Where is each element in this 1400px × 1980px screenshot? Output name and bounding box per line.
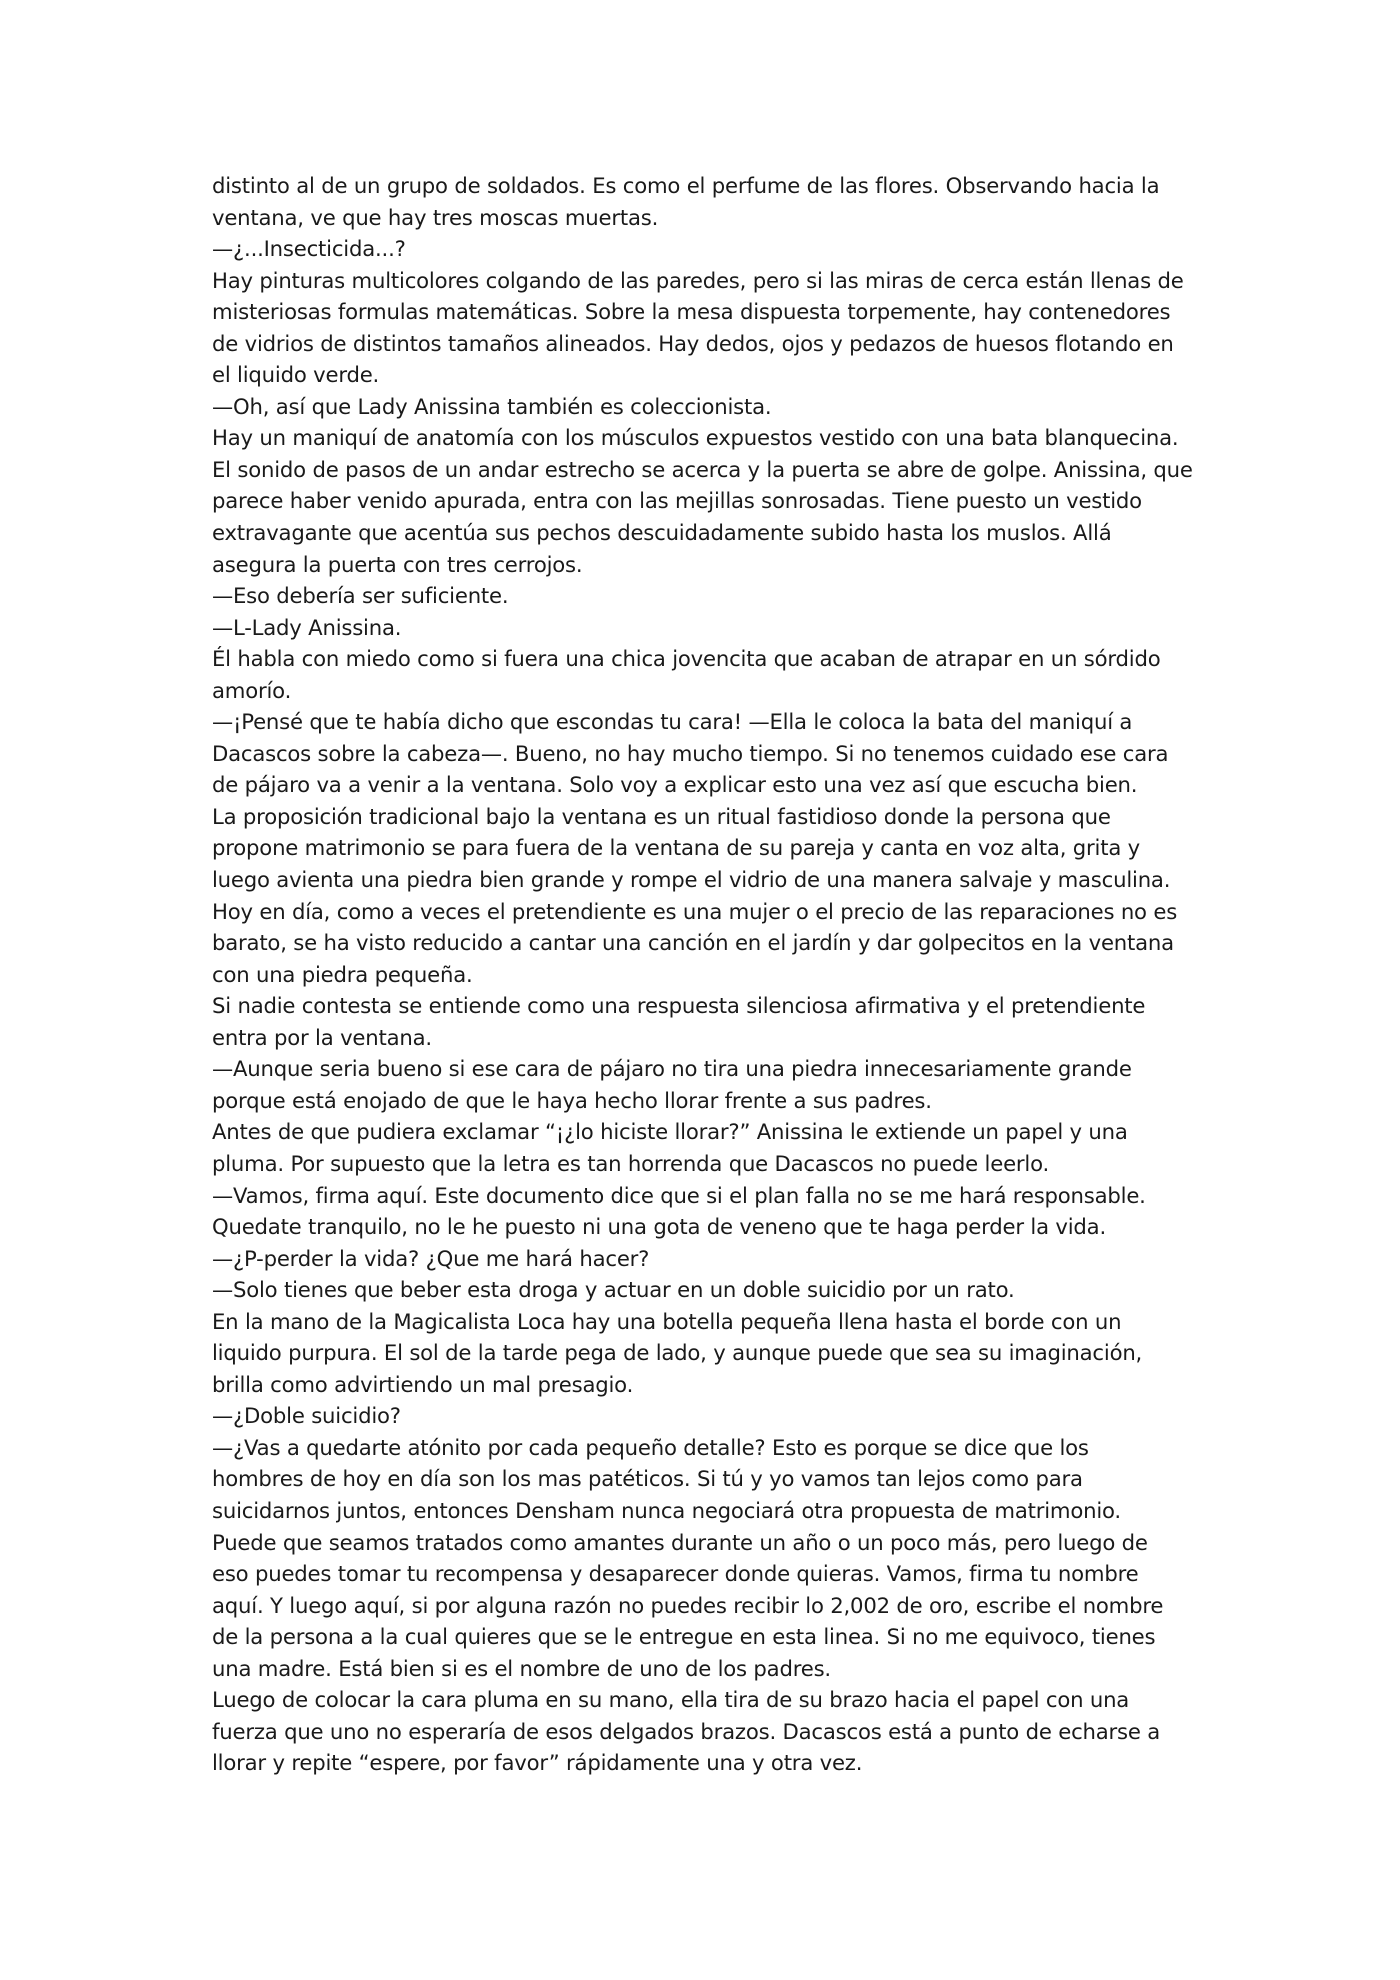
text-line: —¿...Insecticida...? <box>212 236 406 262</box>
text-line: En la mano de la Magicalista Loca hay una botella pequeña llena hasta el borde con un <box>212 1308 1122 1334</box>
text-line: Hoy en día, como a veces el pretendiente es una mujer o el precio de las reparaciones no es <box>212 898 1178 924</box>
text-line: propone matrimonio se para fuera de la ventana de su pareja y canta en voz alta, grita y <box>212 835 1140 861</box>
text-line: —Solo tienes que beber esta droga y actuar en un doble suicidio por un rato. <box>212 1277 1015 1303</box>
document-text <box>212 170 1202 1779</box>
text-line: —Eso debería ser suficiente. <box>212 583 509 609</box>
text-line: Hay un maniquí de anatomía con los músculos expuestos vestido con una bata blanquecina. <box>212 425 1179 451</box>
text-line: Él habla con miedo como si fuera una chica jovencita que acaban de atrapar en un sórdido <box>212 646 1161 672</box>
text-line: —¡Pensé que te había dicho que escondas tu cara! —Ella le coloca la bata del maniquí a <box>212 709 1133 735</box>
text-line: —¿Vas a quedarte atónito por cada pequeño detalle? Esto es porque se dice que los <box>212 1434 1089 1460</box>
text-line: distinto al de un grupo de soldados. Es como el perfume de las flores. Observando hacia la <box>212 173 1160 198</box>
text-line: liquido purpura. El sol de la tarde pega de lado, y aunque puede que sea su imaginación, <box>212 1340 1143 1366</box>
text-line: Si nadie contesta se entiende como una respuesta silenciosa afirmativa y el pretendiente <box>212 993 1146 1019</box>
text-line: —Aunque seria bueno si ese cara de pájaro no tira una piedra innecesariamente grande <box>212 1056 1132 1082</box>
text-line: de vidrios de distintos tamaños alineados. Hay dedos, ojos y pedazos de huesos flotando en <box>212 330 1174 356</box>
text-line: brilla como advirtiendo un mal presagio. <box>212 1371 634 1397</box>
text-line: luego avienta una piedra bien grande y rompe el vidrio de una manera salvaje y masculina. <box>212 867 1171 893</box>
text-line: de pájaro va a venir a la ventana. Solo voy a explicar esto una vez así que escucha bien. <box>212 772 1138 798</box>
text-line: de la persona a la cual quieres que se le entregue en esta linea. Si no me equivoco, tienes <box>212 1624 1156 1650</box>
text-line: el liquido verde. <box>212 362 380 388</box>
text-line: Hay pinturas multicolores colgando de las paredes, pero si las miras de cerca están llenas de <box>212 267 1184 293</box>
text-line: porque está enojado de que le haya hecho llorar frente a sus padres. <box>212 1087 932 1113</box>
text-line: suicidarnos juntos, entonces Densham nunca negociará otra propuesta de matrimonio. <box>212 1497 1121 1523</box>
text-line: ventana, ve que hay tres moscas muertas. <box>212 204 659 230</box>
text-line: extravagante que acentúa sus pechos descuidadamente subido hasta los muslos. Allá <box>212 520 1112 546</box>
text-line: con una piedra pequeña. <box>212 961 473 987</box>
text-line: misteriosas formulas matemáticas. Sobre la mesa dispuesta torpemente, hay contenedores <box>212 299 1171 325</box>
text-line: eso puedes tomar tu recompensa y desaparecer donde quieras. Vamos, firma tu nombre <box>212 1561 1139 1587</box>
text-line: Antes de que pudiera exclamar “¡¿lo hiciste llorar?” Anissina le extiende un papel y una <box>212 1119 1128 1145</box>
text-line: —¿P-perder la vida? ¿Que me hará hacer? <box>212 1245 650 1271</box>
text-line: Dacascos sobre la cabeza—. Bueno, no hay mucho tiempo. Si no tenemos cuidado ese cara <box>212 740 1169 766</box>
text-line: fuerza que uno no esperaría de esos delgados brazos. Dacascos está a punto de echarse a <box>212 1718 1161 1744</box>
text-line: Quedate tranquilo, no le he puesto ni una gota de veneno que te haga perder la vida. <box>212 1214 1107 1240</box>
text-line: —Vamos, firma aquí. Este documento dice que si el plan falla no se me hará responsable. <box>212 1182 1146 1208</box>
text-line: La proposición tradicional bajo la ventana es un ritual fastidioso donde la persona que <box>212 803 1111 829</box>
text-line: entra por la ventana. <box>212 1024 432 1050</box>
text-line: —L-Lady Anissina. <box>212 614 402 640</box>
text-line: parece haber venido apurada, entra con las mejillas sonrosadas. Tiene puesto un vestido <box>212 488 1142 514</box>
text-line: asegura la puerta con tres cerrojos. <box>212 551 583 577</box>
text-line: pluma. Por supuesto que la letra es tan horrenda que Dacascos no puede leerlo. <box>212 1150 1050 1176</box>
text-line: llorar y repite “espere, por favor” rápidamente una y otra vez. <box>212 1750 863 1776</box>
text-line: El sonido de pasos de un andar estrecho se acerca y la puerta se abre de golpe. Anissina, que <box>212 456 1193 482</box>
text-line: —Oh, así que Lady Anissina también es coleccionista. <box>212 393 772 419</box>
text-line: amorío. <box>212 677 292 703</box>
text-line: —¿Doble suicidio? <box>212 1403 401 1429</box>
text-line: hombres de hoy en día son los mas patéticos. Si tú y yo vamos tan lejos como para <box>212 1466 1083 1492</box>
text-line: Puede que seamos tratados como amantes durante un año o un poco más, pero luego de <box>212 1529 1148 1555</box>
text-line: barato, se ha visto reducido a cantar una canción en el jardín y dar golpecitos en la ventana <box>212 930 1174 956</box>
text-line: aquí. Y luego aquí, si por alguna razón no puedes recibir lo 2,002 de oro, escribe el nombre <box>212 1592 1164 1618</box>
text-line: Luego de colocar la cara pluma en su mano, ella tira de su brazo hacia el papel con una <box>212 1687 1130 1713</box>
text-line: una madre. Está bien si es el nombre de uno de los padres. <box>212 1655 831 1681</box>
